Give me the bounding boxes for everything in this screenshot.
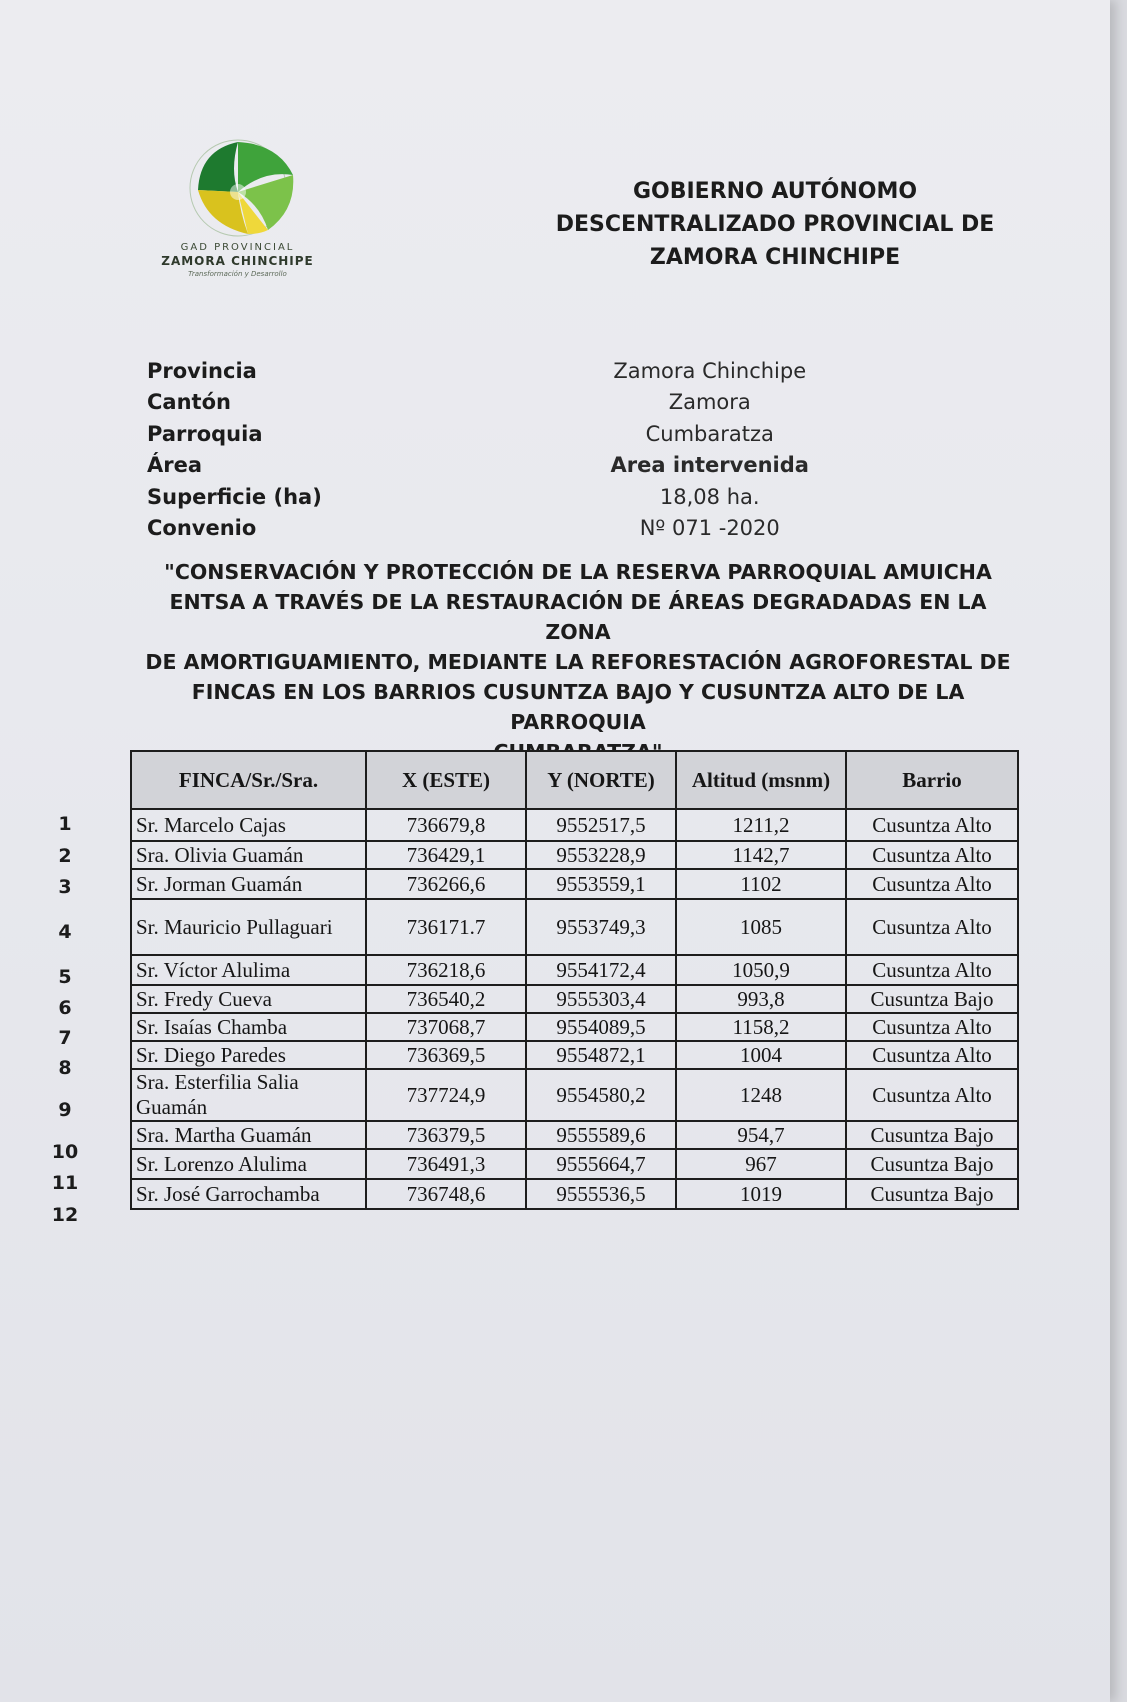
finca-cell: Sra. Olivia Guamán bbox=[131, 841, 366, 869]
x-cell: 737724,9 bbox=[366, 1069, 526, 1121]
table-header-row bbox=[131, 751, 1018, 809]
info-row-convenio bbox=[147, 513, 907, 545]
altitud-cell: 1142,7 bbox=[676, 841, 846, 869]
y-cell: 9555589,6 bbox=[526, 1121, 676, 1149]
barrio-cell: Cusuntza Alto bbox=[846, 1013, 1018, 1041]
project-title-line3: DE AMORTIGUAMIENTO, MEDIANTE LA REFORESTACIÓN AGROFORESTAL DE bbox=[145, 650, 1011, 674]
finca-cell: Sra. Esterfilia Salia Guamán bbox=[131, 1069, 366, 1121]
x-cell: 736679,8 bbox=[366, 809, 526, 841]
barrio-cell: Cusuntza Bajo bbox=[846, 1121, 1018, 1149]
barrio-cell: Cusuntza Alto bbox=[846, 1069, 1018, 1121]
row-number: 7 bbox=[58, 1027, 72, 1049]
altitud-cell: 954,7 bbox=[676, 1121, 846, 1149]
y-cell: 9553228,9 bbox=[526, 841, 676, 869]
info-label: Parroquia bbox=[147, 421, 263, 446]
y-cell: 9555303,4 bbox=[526, 985, 676, 1013]
altitud-cell: 1019 bbox=[676, 1179, 846, 1209]
info-row-parroquia bbox=[147, 418, 907, 450]
finca-cell: Sra. Martha Guamán bbox=[131, 1121, 366, 1149]
x-cell: 736379,5 bbox=[366, 1121, 526, 1149]
government-title-line2: DESCENTRALIZADO PROVINCIAL DE bbox=[555, 212, 995, 237]
row-number: 2 bbox=[58, 845, 72, 867]
header-barrio: Barrio bbox=[846, 751, 1018, 809]
logo-emblem-icon bbox=[168, 130, 308, 242]
table-row bbox=[131, 809, 1018, 841]
logo-org-line1: GAD PROVINCIAL bbox=[180, 242, 295, 253]
y-cell: 9553749,3 bbox=[526, 899, 676, 955]
header-altitud: Altitud (msnm) bbox=[676, 751, 846, 809]
logo-slogan: Transformación y Desarrollo bbox=[188, 270, 287, 278]
altitud-cell: 993,8 bbox=[676, 985, 846, 1013]
finca-cell: Sr. Diego Paredes bbox=[131, 1041, 366, 1069]
info-row-canton bbox=[147, 387, 907, 419]
header-y: Y (NORTE) bbox=[526, 751, 676, 809]
altitud-cell: 1211,2 bbox=[676, 809, 846, 841]
government-title bbox=[540, 175, 1010, 274]
table-row bbox=[131, 869, 1018, 899]
y-cell: 9555664,7 bbox=[526, 1149, 676, 1179]
info-row-superficie bbox=[147, 481, 907, 513]
info-value: Nº 071 -2020 bbox=[639, 516, 780, 541]
x-cell: 736429,1 bbox=[366, 841, 526, 869]
row-number: 1 bbox=[58, 813, 72, 835]
header-finca: FINCA/Sr./Sra. bbox=[131, 751, 366, 809]
info-value: Area intervenida bbox=[610, 453, 809, 478]
info-value: 18,08 ha. bbox=[659, 484, 760, 509]
table-row bbox=[131, 1041, 1018, 1069]
project-title bbox=[138, 557, 1018, 767]
gad-logo bbox=[150, 130, 325, 300]
info-label: Convenio bbox=[147, 516, 257, 541]
row-number: 11 bbox=[51, 1172, 79, 1194]
table-row bbox=[131, 1121, 1018, 1149]
row-number: 6 bbox=[58, 997, 72, 1019]
info-value: Zamora Chinchipe bbox=[613, 358, 807, 383]
row-number: 5 bbox=[58, 966, 72, 988]
x-cell: 736748,6 bbox=[366, 1179, 526, 1209]
x-cell: 736266,6 bbox=[366, 869, 526, 899]
x-cell: 736540,2 bbox=[366, 985, 526, 1013]
y-cell: 9553559,1 bbox=[526, 869, 676, 899]
barrio-cell: Cusuntza Alto bbox=[846, 809, 1018, 841]
table-row bbox=[131, 899, 1018, 955]
info-row-area bbox=[147, 450, 907, 482]
government-title-line1: GOBIERNO AUTÓNOMO bbox=[632, 179, 918, 204]
barrio-cell: Cusuntza Alto bbox=[846, 841, 1018, 869]
barrio-cell: Cusuntza Alto bbox=[846, 899, 1018, 955]
info-label: Superficie (ha) bbox=[147, 484, 322, 509]
table-row bbox=[131, 1013, 1018, 1041]
table-row bbox=[131, 841, 1018, 869]
altitud-cell: 1102 bbox=[676, 869, 846, 899]
altitud-cell: 1085 bbox=[676, 899, 846, 955]
table-row bbox=[131, 1149, 1018, 1179]
row-number: 12 bbox=[51, 1204, 79, 1226]
altitud-cell: 1248 bbox=[676, 1069, 846, 1121]
altitud-cell: 1004 bbox=[676, 1041, 846, 1069]
y-cell: 9554089,5 bbox=[526, 1013, 676, 1041]
finca-cell: Sr. José Garrochamba bbox=[131, 1179, 366, 1209]
info-row-provincia bbox=[147, 355, 907, 387]
info-value: Cumbaratza bbox=[645, 421, 774, 446]
project-title-line1: "CONSERVACIÓN Y PROTECCIÓN DE LA RESERVA PARROQUIAL AMUICHA bbox=[164, 560, 992, 584]
barrio-cell: Cusuntza Alto bbox=[846, 955, 1018, 985]
finca-cell: Sr. Fredy Cueva bbox=[131, 985, 366, 1013]
header-x: X (ESTE) bbox=[366, 751, 526, 809]
government-title-line3: ZAMORA CHINCHIPE bbox=[649, 245, 901, 270]
y-cell: 9554872,1 bbox=[526, 1041, 676, 1069]
x-cell: 736369,5 bbox=[366, 1041, 526, 1069]
altitud-cell: 967 bbox=[676, 1149, 846, 1179]
barrio-cell: Cusuntza Alto bbox=[846, 1041, 1018, 1069]
row-number: 3 bbox=[58, 876, 72, 898]
row-number: 4 bbox=[58, 921, 72, 943]
info-value: Zamora bbox=[668, 390, 751, 415]
barrio-cell: Cusuntza Alto bbox=[846, 869, 1018, 899]
x-cell: 736491,3 bbox=[366, 1149, 526, 1179]
barrio-cell: Cusuntza Bajo bbox=[846, 1149, 1018, 1179]
x-cell: 737068,7 bbox=[366, 1013, 526, 1041]
finca-cell: Sr. Marcelo Cajas bbox=[131, 809, 366, 841]
row-number: 8 bbox=[58, 1057, 72, 1079]
table-row bbox=[131, 985, 1018, 1013]
info-block bbox=[147, 355, 907, 544]
row-number: 10 bbox=[51, 1141, 79, 1163]
finca-cell: Sr. Isaías Chamba bbox=[131, 1013, 366, 1041]
row-number: 9 bbox=[58, 1099, 72, 1121]
info-label: Cantón bbox=[147, 390, 231, 415]
info-label: Provincia bbox=[147, 358, 257, 383]
fincas-table bbox=[130, 750, 1019, 1210]
x-cell: 736218,6 bbox=[366, 955, 526, 985]
x-cell: 736171.7 bbox=[366, 899, 526, 955]
y-cell: 9555536,5 bbox=[526, 1179, 676, 1209]
y-cell: 9554172,4 bbox=[526, 955, 676, 985]
finca-cell: Sr. Mauricio Pullaguari bbox=[131, 899, 366, 955]
table-body bbox=[131, 809, 1018, 1209]
altitud-cell: 1050,9 bbox=[676, 955, 846, 985]
y-cell: 9552517,5 bbox=[526, 809, 676, 841]
finca-cell: Sr. Lorenzo Alulima bbox=[131, 1149, 366, 1179]
table-row bbox=[131, 1069, 1018, 1121]
table-row bbox=[131, 955, 1018, 985]
barrio-cell: Cusuntza Bajo bbox=[846, 985, 1018, 1013]
project-title-line2: ENTSA A TRAVÉS DE LA RESTAURACIÓN DE ÁREAS DEGRADADAS EN LA ZONA bbox=[169, 590, 987, 644]
altitud-cell: 1158,2 bbox=[676, 1013, 846, 1041]
project-title-line4: FINCAS EN LOS BARRIOS CUSUNTZA BAJO Y CUSUNTZA ALTO DE LA PARROQUIA bbox=[191, 680, 965, 734]
barrio-cell: Cusuntza Bajo bbox=[846, 1179, 1018, 1209]
info-label: Área bbox=[147, 453, 203, 478]
table-row bbox=[131, 1179, 1018, 1209]
logo-org-line2: ZAMORA CHINCHIPE bbox=[161, 254, 314, 268]
y-cell: 9554580,2 bbox=[526, 1069, 676, 1121]
finca-cell: Sr. Víctor Alulima bbox=[131, 955, 366, 985]
finca-cell: Sr. Jorman Guamán bbox=[131, 869, 366, 899]
